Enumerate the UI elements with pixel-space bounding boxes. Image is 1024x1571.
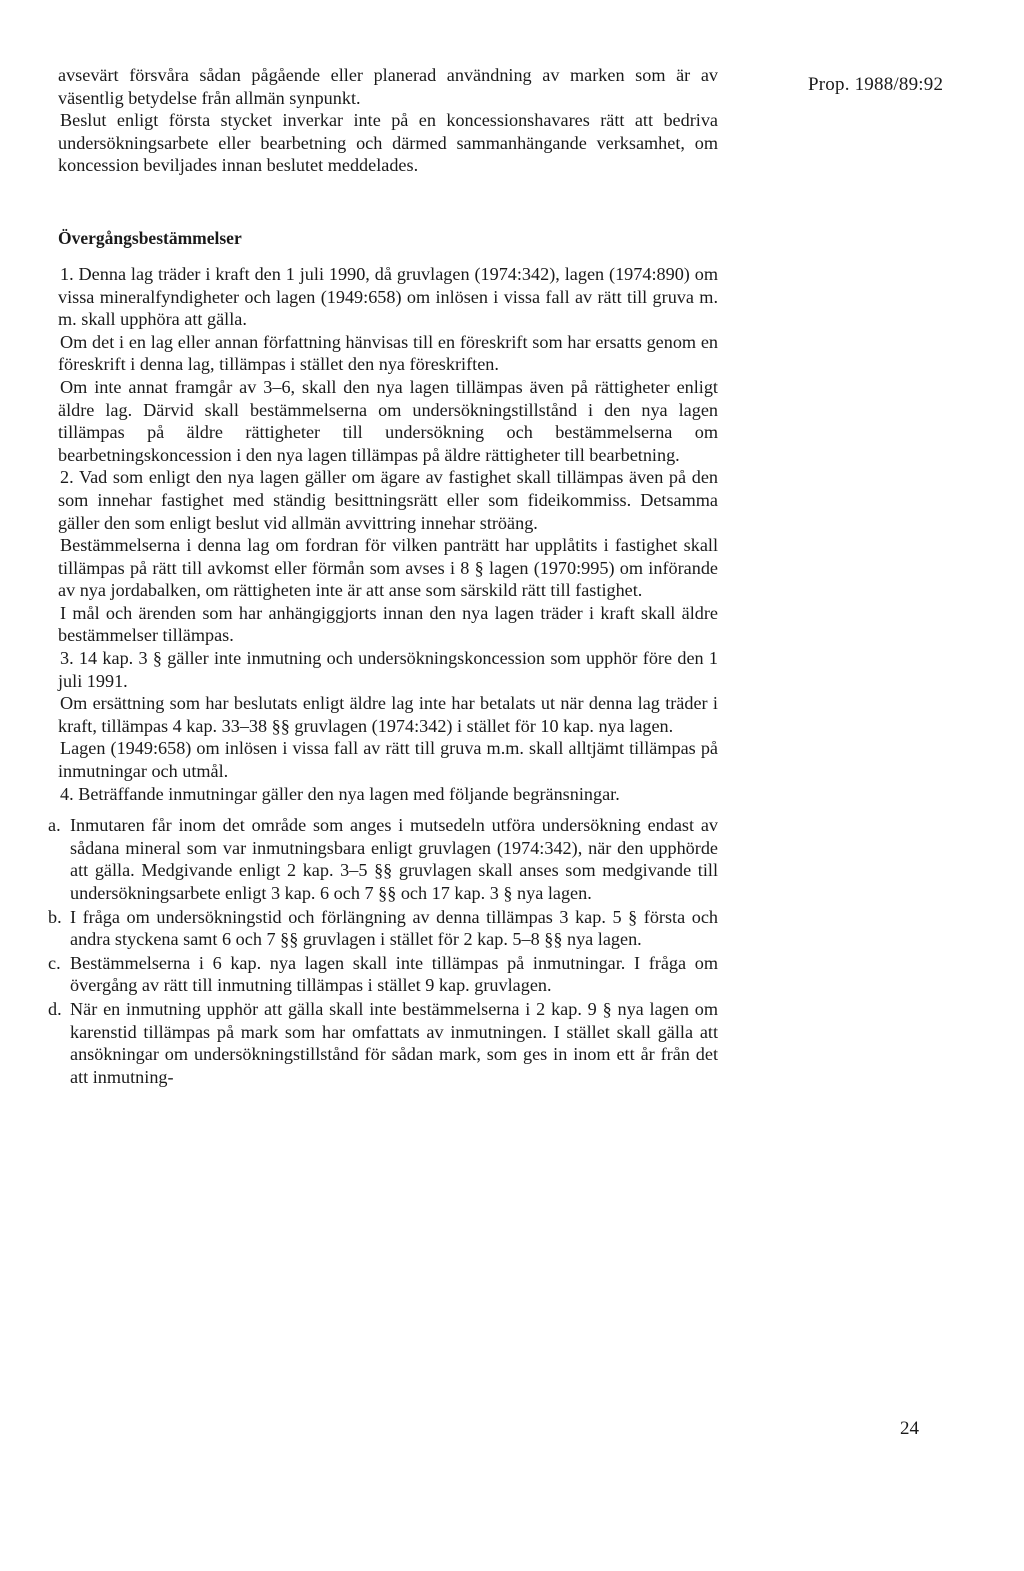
list-marker: d. [48, 998, 62, 1019]
list-item-text: Inmutaren får inom det område som anges i mutsedeln utföra undersökning endast av sådana mineral som var inmutningsbara enligt gruvlagen (1974:342), när den upphörde att gälla. Medgivande enligt 2 kap. 3–5 §§ gruvlagen skall anses som medgivande till undersökningsarbete enligt 3 kap. 6 och 7 §§ och 17 kap. 3 § nya lagen. [70, 815, 718, 903]
proposition-reference: Prop. 1988/89:92 [808, 74, 944, 95]
paragraph: Bestämmelserna i denna lag om fordran för vilken panträtt har upplåtits i fastighet skall tillämpas på rätt till avkomst eller förmån som avses i 8 § lagen (1970:995) om införande av nya jordabalken, om rättigheten inte är att anse som särskild rätt till fastighet. [58, 535, 718, 601]
paragraph: Om inte annat framgår av 3–6, skall den nya lagen tillämpas även på rättigheter enligt äldre lag. Därvid skall bestämmelserna om undersökningstillstånd i den nya lagen tillämpas på äldre rättigheter till undersökning och bestämmelserna om bearbetningskoncession i den nya lagen tillämpas på äldre rättigheter till bearbetning. [58, 376, 718, 465]
list-marker: b. [48, 906, 62, 927]
paragraph: avsevärt försvåra sådan pågående eller planerad användning av marken som är av väsentlig betydelse från allmän synpunkt. [58, 65, 718, 108]
list-item [48, 998, 718, 1088]
transitional-list [48, 814, 718, 1088]
page-number: 24 [900, 1418, 919, 1439]
list-item [48, 906, 718, 951]
paragraph: Beslut enligt första stycket inverkar inte på en koncessionshavares rätt att bedriva undersökningsarbete eller bearbetning och därmed sammanhängande verksamhet, om koncession beviljades innan beslutet meddelades. [58, 110, 718, 176]
list-item-text: Bestämmelserna i 6 kap. nya lagen skall inte tillämpas på inmutningar. I fråga om övergång av rätt till inmutning tillämpas i stället 9 kap. gruvlagen. [70, 952, 718, 996]
list-marker: c. [48, 952, 61, 973]
paragraph: Om det i en lag eller annan författning hänvisas till en föreskrift som har ersatts genom en föreskrift i denna lag, tillämpas i stället den nya föreskriften. [58, 331, 718, 375]
paragraph: 3. 14 kap. 3 § gäller inte inmutning och undersökningskoncession som upphör före den 1 juli 1991. [58, 648, 718, 691]
list-item [48, 814, 718, 904]
list-marker: a. [48, 815, 61, 836]
list-item [48, 952, 718, 997]
document-body [48, 64, 718, 1088]
list-item-text: I fråga om undersökningstid och förlängning av denna tillämpas 3 kap. 5 § första och andra styckena samt 6 och 7 §§ gruvlagen i stället för 2 kap. 5–8 §§ nya lagen. [70, 906, 718, 950]
section-heading: Övergångsbestämmelser [58, 227, 242, 248]
paragraph: 4. Beträffande inmutningar gäller den nya lagen med följande begränsningar. [60, 783, 620, 804]
list-item-text: När en inmutning upphör att gälla skall inte bestämmelserna i 2 kap. 9 § nya lagen om karenstid tillämpas på mark som har omfattats av inmutningen. I stället skall gälla att ansökningar om undersökningstillstånd för sådan mark, som ges in inom ett år från det att inmutning- [70, 998, 718, 1087]
paragraph: I mål och ärenden som har anhängiggjorts innan den nya lagen träder i kraft skall äldre bestämmelser tillämpas. [58, 602, 718, 646]
paragraph: Om ersättning som har beslutats enligt äldre lag inte har betalats ut när denna lag träder i kraft, tillämpas 4 kap. 33–38 §§ gruvlagen (1974:342) i stället för 10 kap. nya lagen. [58, 693, 718, 736]
paragraph: Lagen (1949:658) om inlösen i vissa fall av rätt till gruva m.m. skall alltjämt tillämpas på inmutningar och utmål. [58, 738, 718, 782]
paragraph: 1. Denna lag träder i kraft den 1 juli 1990, då gruvlagen (1974:342), lagen (1974:890) om vissa mineralfyndigheter och lagen (1949:658) om inlösen i vissa fall av rätt till gruva m. m. skall upphöra att gälla. [58, 263, 718, 330]
paragraph: 2. Vad som enligt den nya lagen gäller om ägare av fastighet skall tillämpas även på den som innehar fastighet med ständig besittningsrätt eller som fideikommiss. Detsamma gäller den som enligt beslut vid allmän avvittring innehar ströäng. [58, 467, 718, 533]
